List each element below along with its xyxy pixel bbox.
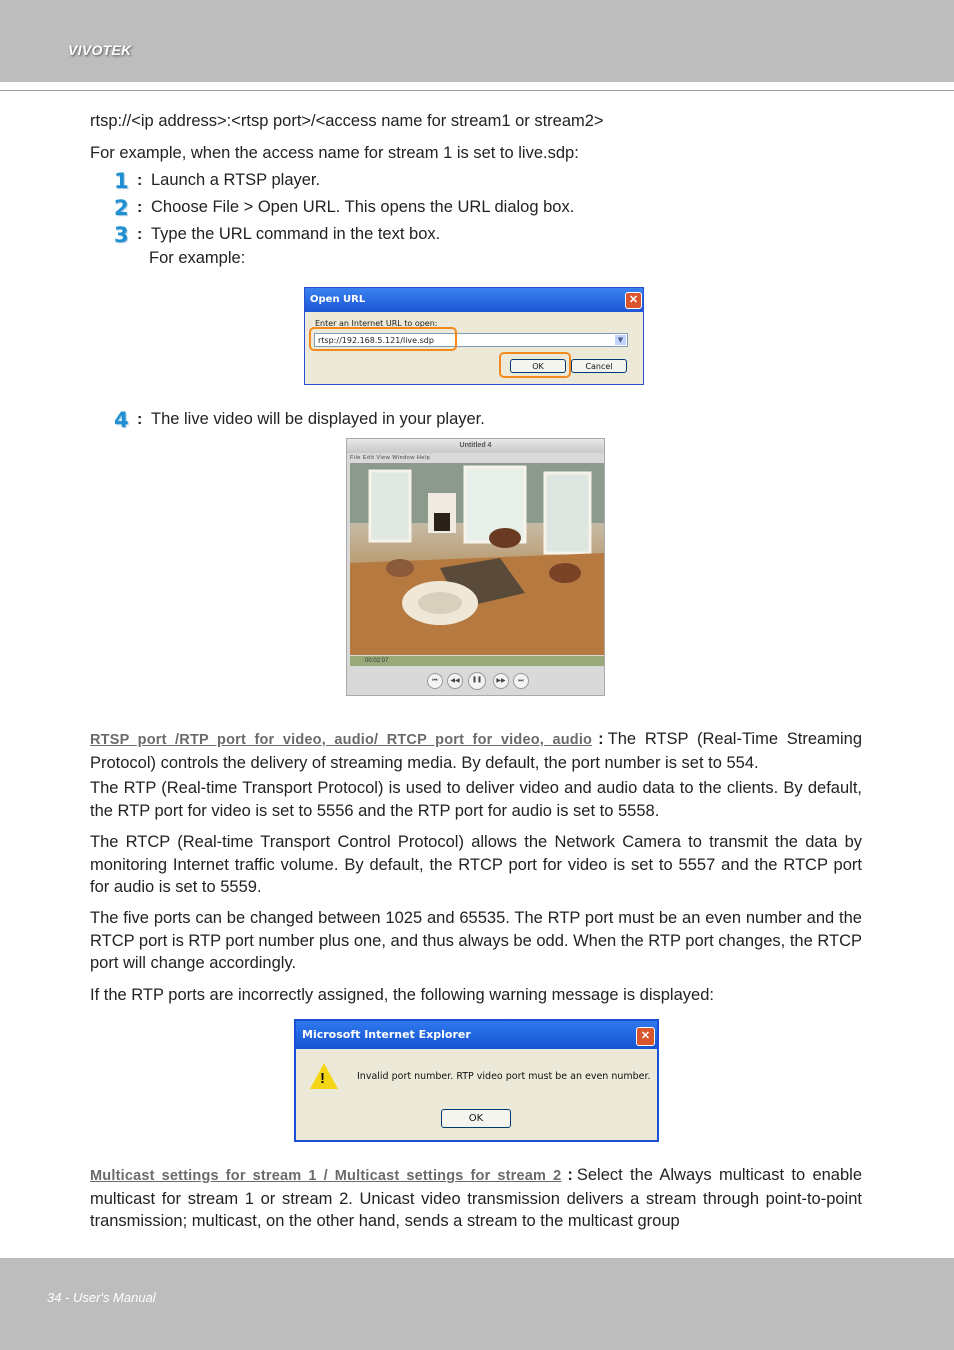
rtsp-ports-paragraph [90, 728, 862, 774]
page-header [0, 0, 954, 82]
dialog-title: Open URL [305, 288, 643, 312]
brand-logo: VIVOTEK [68, 42, 132, 58]
warning-intro: If the RTP ports are incorrectly assigned, the following warning message is displayed: [90, 986, 714, 1004]
live-video-frame [350, 463, 604, 655]
close-icon[interactable]: ✕ [625, 292, 642, 309]
player-menu: File Edit View Window Help [350, 455, 431, 461]
dialog-title: Microsoft Internet Explorer [296, 1021, 657, 1049]
cancel-button[interactable]: Cancel [571, 359, 627, 373]
timeline-bar[interactable] [350, 656, 604, 666]
warning-message: Invalid port number. RTP video port must be an even number. [357, 1071, 651, 1082]
living-room-image [350, 463, 604, 655]
header-divider [0, 90, 954, 91]
rtsp-description: The RTSP (Real-Time Streaming Protocol) controls the delivery of streaming media. By default, the port number is set to 554. [90, 730, 862, 772]
step-number: 2 [114, 196, 129, 220]
example-intro: For example, when the access name for stream 1 is set to live.sdp: [90, 144, 579, 162]
rtp-paragraph: The RTP (Real-time Transport Protocol) is used to deliver video and audio data to the clients. By default, the RTP port for video is set to 5556 and the RTP port for audio is set to 5558. [90, 779, 862, 820]
rtcp-paragraph: The RTCP (Real-time Transport Control Protocol) allows the Network Camera to transmit the data by monitoring Internet traffic volume. By default, the RTCP port for video is set to 5557 and the RTCP port for audio is set to 5559. [90, 833, 862, 896]
ok-highlight [499, 352, 571, 378]
port-range-paragraph: The five ports can be changed between 1025 and 65535. The RTP port must be an even number and the RTCP port is RTP port number plus one, and thus always be odd. When the RTP port changes, the RTCP port will change accordingly. [90, 909, 862, 972]
step-text: The live video will be displayed in your player. [151, 410, 485, 428]
step-number: 3 [114, 223, 129, 247]
skip-back-icon[interactable]: ⏮ [427, 673, 443, 689]
step-subtext: For example: [149, 249, 246, 267]
ok-button[interactable]: OK [441, 1109, 511, 1128]
chevron-down-icon[interactable]: ▼ [615, 335, 626, 345]
fast-forward-icon[interactable]: ▶▶ [493, 673, 509, 689]
exclamation-icon: ! [320, 1070, 325, 1087]
step-text: Launch a RTSP player. [151, 171, 321, 189]
multicast-paragraph [90, 1164, 862, 1233]
step-number: 1 [114, 169, 129, 193]
step-colon: : [137, 226, 143, 243]
skip-forward-icon[interactable]: ⏭ [513, 673, 529, 689]
step-colon: : [137, 199, 143, 216]
media-player-window [346, 438, 605, 696]
term-colon: : [598, 730, 604, 748]
multicast-term: Multicast settings for stream 1 / Multicast settings for stream 2 [90, 1168, 562, 1184]
url-label: Enter an Internet URL to open: [315, 319, 438, 328]
multicast-description: Select the Always multicast to enable multicast for stream 1 or stream 2. Unicast video transmission delivers a stream through point-to-point transmission; multicast, on the other hand, sends a stream to the multicast group [90, 1166, 862, 1230]
step-text: Choose File > Open URL. This opens the URL dialog box. [151, 198, 575, 216]
term-colon: : [567, 1166, 573, 1184]
time-display: 00:02:07 [365, 658, 389, 664]
step-number: 4 [114, 408, 129, 432]
ok-button[interactable]: OK [510, 359, 566, 373]
close-icon[interactable]: ✕ [636, 1027, 655, 1046]
page-number: 34 - User's Manual [47, 1290, 156, 1305]
url-value: rtsp://192.168.5.121/live.sdp [318, 336, 434, 345]
rtsp-syntax: rtsp://<ip address>:<rtsp port>/<access name for stream1 or stream2> [90, 112, 604, 130]
step-colon: : [137, 411, 143, 428]
rewind-icon[interactable]: ◀◀ [447, 673, 463, 689]
ie-warning-dialog [294, 1019, 659, 1142]
rtsp-ports-term: RTSP port /RTP port for video, audio/ RTCP port for video, audio [90, 732, 593, 748]
url-highlight [309, 327, 457, 351]
pause-icon[interactable]: ❚❚ [468, 672, 486, 690]
step-colon: : [137, 172, 143, 189]
player-title: Untitled 4 [347, 439, 604, 453]
step-text: Type the URL command in the text box. [151, 225, 441, 243]
open-url-dialog [304, 287, 644, 385]
